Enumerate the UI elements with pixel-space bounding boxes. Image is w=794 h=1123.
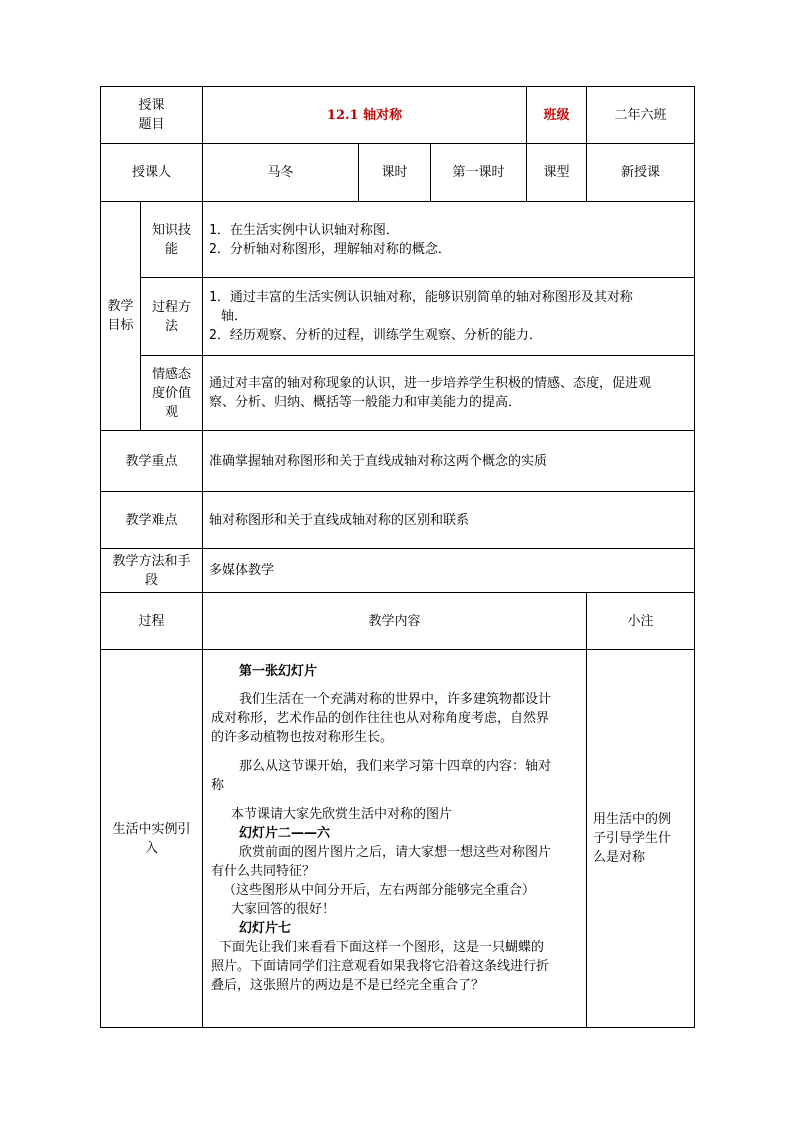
type-value: 新授课 (587, 144, 695, 202)
slide7-title: 幻灯片七 (239, 921, 292, 936)
para-answer: （这些图形从中间分开后，左右两部分能够完全重合） (223, 883, 536, 898)
para-question: 欣赏前面的图片图片之后，请大家想一想这些对称图片 有什么共同特征？ (211, 845, 552, 879)
period-label: 课时 (359, 144, 431, 202)
difficulty-label: 教学难点 (101, 492, 203, 549)
para-praise: 大家回答的很好！ (231, 902, 336, 917)
emotion-text: 通过对丰富的轴对称现象的认识，进一步培养学生积极的情感、态度，促进观 察、分析、归纳、概括等一般能力和审美能力的提高． (203, 356, 695, 431)
emotion-label: 情感态 度价值 观 (141, 356, 203, 431)
col-note-header: 小注 (587, 593, 695, 650)
teaching-content (203, 650, 587, 1028)
goals-label: 教学 目标 (101, 202, 141, 431)
subject-label: 授课 题目 (101, 87, 203, 144)
stage-label: 生活中实例引 入 (101, 650, 203, 1028)
type-label: 课型 (527, 144, 587, 202)
method-label: 教学方法和手 段 (101, 549, 203, 593)
knowledge-text: 1．在生活实例中认识轴对称图． 2．分析轴对称图形，理解轴对称的概念． (203, 202, 695, 278)
stage-note: 用生活中的例 子引导学生什 么是对称 (587, 650, 695, 1028)
teacher-name: 马冬 (203, 144, 359, 202)
lesson-title: 12.1 轴对称 (203, 87, 527, 144)
key-point-label: 教学重点 (101, 431, 203, 492)
class-label: 班级 (527, 87, 587, 144)
para-butterfly: 下面先让我们来看看下面这样一个图形，这是一只蝴蝶的 照片。下面请同学们注意观看如果我将它沿着这条线进行折 叠后，这张照片的两边是不是已经完全重合了？ (211, 940, 550, 993)
method-text: 多媒体教学 (203, 549, 695, 593)
col-content-header: 教学内容 (203, 593, 587, 650)
para-intro: 我们生活在一个充满对称的世界中，许多建筑物都设计 成对称形，艺术作品的创作往往也从对称角度考虑，自然界 的许多动植物也按对称形生长。 (211, 692, 552, 745)
knowledge-label: 知识技 能 (141, 202, 203, 278)
slide1-title: 第一张幻灯片 (239, 664, 318, 679)
key-point-text: 准确掌握轴对称图形和关于直线成轴对称这两个概念的实质 (203, 431, 695, 492)
period-value: 第一课时 (431, 144, 527, 202)
para-appreciate: 本节课请大家先欣赏生活中对称的图片 (231, 807, 453, 822)
col-process-header: 过程 (101, 593, 203, 650)
process-method-label: 过程方 法 (141, 278, 203, 356)
difficulty-text: 轴对称图形和关于直线成轴对称的区别和联系 (203, 492, 695, 549)
process-method-text: 1．通过丰富的生活实例认识轴对称，能够识别简单的轴对称图形及其对称 轴． 2．经历观察、分析的过程，训练学生观察、分析的能力． (203, 278, 695, 356)
slide2-title: 幻灯片二——六 (239, 826, 331, 841)
para-start: 那么从这节课开始，我们来学习第十四章的内容：轴对 称 (211, 759, 552, 793)
teacher-label: 授课人 (101, 144, 203, 202)
lesson-plan-table (100, 86, 695, 1028)
class-value: 二年六班 (587, 87, 695, 144)
